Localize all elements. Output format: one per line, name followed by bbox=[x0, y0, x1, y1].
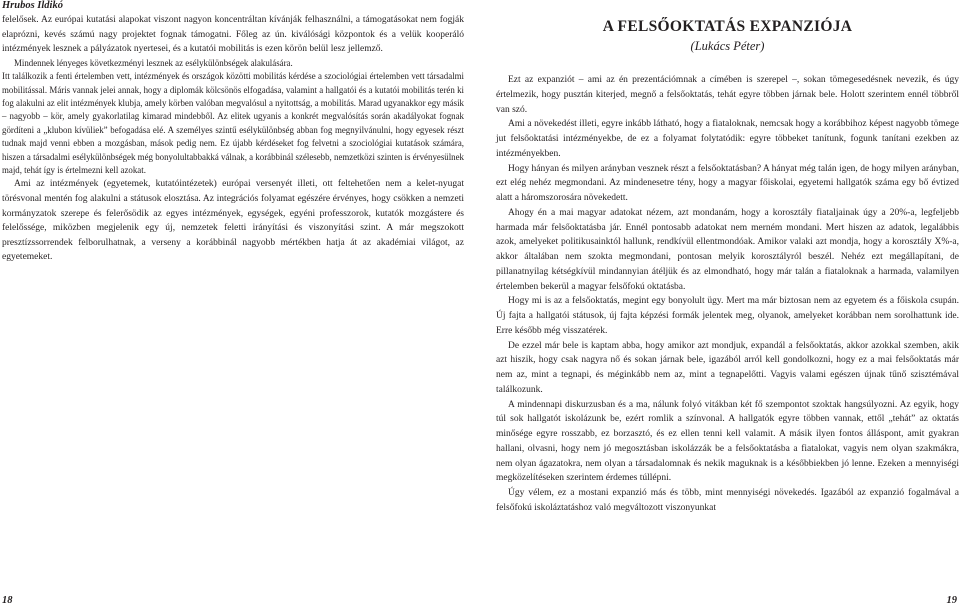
paragraph: felelősek. Az európai kutatási alapokat viszont nagyon koncentráltan kívánják felhasználni, a támogatásokat nem fogják elaprózni, kevés számú nagy projektet fognak támogatni. Főleg az ún. kiválósági központok és a velük kooperáló intézmények lesznek a pályázatok nyertesei, és a kutatói mobilitás is ezen körön belül lesz jellemző. bbox=[2, 15, 464, 55]
section-author: (Lukács Péter) bbox=[690, 39, 765, 53]
paragraph-sentence: Itt találkozik a fenti értelemben vett, intézmények és országok közötti mobilitás kérdése a szociológiai értelemben vett társadalmi mobilitással. bbox=[2, 71, 464, 95]
right-text-column bbox=[496, 73, 959, 516]
left-text-column bbox=[2, 13, 464, 265]
page-number-left: 18 bbox=[2, 595, 13, 606]
page-number-right: 19 bbox=[946, 595, 957, 606]
section-title: A FELSŐOKTATÁS EXPANZIÓJA bbox=[602, 18, 853, 35]
paragraph: Ezt az expanziót – ami az én prezentációmnak a címében is szerepel –, sokan tömegesedésnek nevezik, és úgy értelmezik, hogy pusztán kiterjed, megnő a felsőoktatás, tehát egyre többen járnak bele. Holott szerintem ennél többről van szó. bbox=[496, 75, 959, 115]
paragraph: Úgy vélem, ez a mostani expanzió más és több, mint mennyiségi növekedés. Igazából az expanzió fogalmával a felsőfokú iskoláztatáshoz való megváltozott viszonyunkat bbox=[496, 488, 959, 513]
paragraph: Hogy hányan és milyen arányban vesznek részt a felsőoktatásban? A hányat még talán igen, de hogy milyen arányban, ezt elég nehéz megmondani. Az mindenesetre tény, hogy a magyar főiskolai, egyetemi hallgatók száma egy bő évtized alatt a háromszorosára növekedett. bbox=[496, 163, 959, 203]
running-head-author: Hrubos Ildikó bbox=[2, 0, 63, 11]
paragraph: A mindennapi diskurzusban és a ma, nálunk folyó vitákban két fő szempontot szoktak hangsúlyozni. Az egyik, hogy túl sok hallgatót iskolázunk be, ezért romlik a színvonal. A hallgatók egyre többen vannak, ettől „tehát” az oktatás minősége egyre rosszabb, ez borzasztó, és ez ellen tenni kell valamit. A másik ilyen fontos álláspont, amit gyakran hallani, olvasni, hogy nem jó megosztásban iskolázzák be a felsőoktatásba a fiatalokat, vagyis nem olyan szakmákra, nem olyan ágazatokra, nem olyan a társadalomnak és nekik maguknak is a későbbiekben jó lenne. Ezeken a mennyiségi megközelítéseken szerintem érdemes túllépni. bbox=[496, 399, 959, 484]
paragraph: Hogy mi is az a felsőoktatás, megint egy bonyolult ügy. Mert ma már biztosan nem az egyetem és a főiskola csupán. Új fajta a hallgatói státusok, új fajta képzési formák jelentek meg, olyanok, amelyeket korábban nem sorolhattunk ide. Erre később még visszatérek. bbox=[496, 296, 959, 336]
paragraph: Ami az intézmények (egyetemek, kutatóintézetek) európai versenyét illeti, ott feltehetően nem a kelet-nyugat törésvonal mentén fog alakulni a státusok elosztása. Az integrációs folyamat egészére érvényes, hogy csökken a nemzeti kormányzatok szerepe és felerősödik az egyes intézmények, egységek, egyéni professzorok, kutatók mozgástere és felelőssége, miközben megjelenik egy új, nemzetek feletti irányítási és viszonyítási szint. A már megszokott presztízssorrendek felborulhatnak, a verseny a korábbinál nagyobb mértékben hatja át az akadémiai világot, az egyetemeket. bbox=[2, 179, 464, 263]
paragraph: Ahogy én a mai magyar adatokat nézem, azt mondanám, hogy a korosztály fiataljainak úgy a 20%-a, legfeljebb harmada már felsőoktatásba jár. Ennél pontosabb adatokat nem merném mondani. Mert hiszen az adatok, legalábbis azok, amelyeket politikusainktól hallunk, rendkívül ellentmondóak. Amikor valaki azt mondja, hogy a korosztály X%-a, akkor általában nem szokta megmondani, pontosan melyik korosztályról beszél. Nehéz ezt megállapítani, de pillanatnyilag kétségkívül mindannyian átéljük és az elmondható, hogy már talán a fiataloknak a harmada, valamilyen értelemben bekerül a magyar felsőfokú oktatásba. bbox=[496, 207, 959, 292]
paragraph: Mindennek lényeges következményi lesznek az esélykülönbségek alakulására. bbox=[14, 57, 293, 68]
paragraph-sentence: Máris vannak jelei annak, hogy a diplomák kölcsönös elfogadása, valamint a hallgatói és a kutatói mobilitás terén ki fog alakulni az elit intézmények klubja, amely körben valóban megvalósul a nyitottság, a mobilitás. Marad ugyanakkor egy másik – nagyobb – kör, amely gyakorlatilag kimarad mindebből. Az elitek ugyanis a konkrét megvalósítás során akadályokat fognak gördíteni a „klubon kívüliek” befogadása elé. A személyes szintű esélykülönbség abban fog megnyilvánulni, hogy egyesek részt tudnak majd venni ebben a mozgásban, mások pedig nem. Ez újabb kérdéseket fog felvetni a szociológiai kutatások számára, hiszen a társadalmi esélykülönbségek még bonyolultabbakká válnak, a korábbinál szélesebb, nemzetközi szinten is érvényesülnek majd, tehát így is értelmezni kell azokat. bbox=[2, 84, 464, 176]
paragraph: Ami a növekedést illeti, egyre inkább látható, hogy a fiataloknak, nemcsak hogy a korábbihoz képest nagyobb tömege jut felsőoktatási intézményekbe, de ez a folyamat folytatódik: egyre többeket tanítunk, fogunk tanítani ezekben az intézményekben. bbox=[496, 119, 959, 159]
paragraph bbox=[2, 70, 464, 177]
paragraph: De ezzel már bele is kaptam abba, hogy amikor azt mondjuk, expandál a felsőoktatás, akkor azokkal szemben, akik azt hiszik, hogy csak nagyra nő és sokan járnak bele, igazából arról kell gondolkozni, hogy ez a mai felsőoktatás már nem az, mint a tegnapi, és méginkább nem az, mint a tegnapelőtti. Vagyis valami egészen újnak tűnő szisztémával találkozunk. bbox=[496, 340, 959, 395]
